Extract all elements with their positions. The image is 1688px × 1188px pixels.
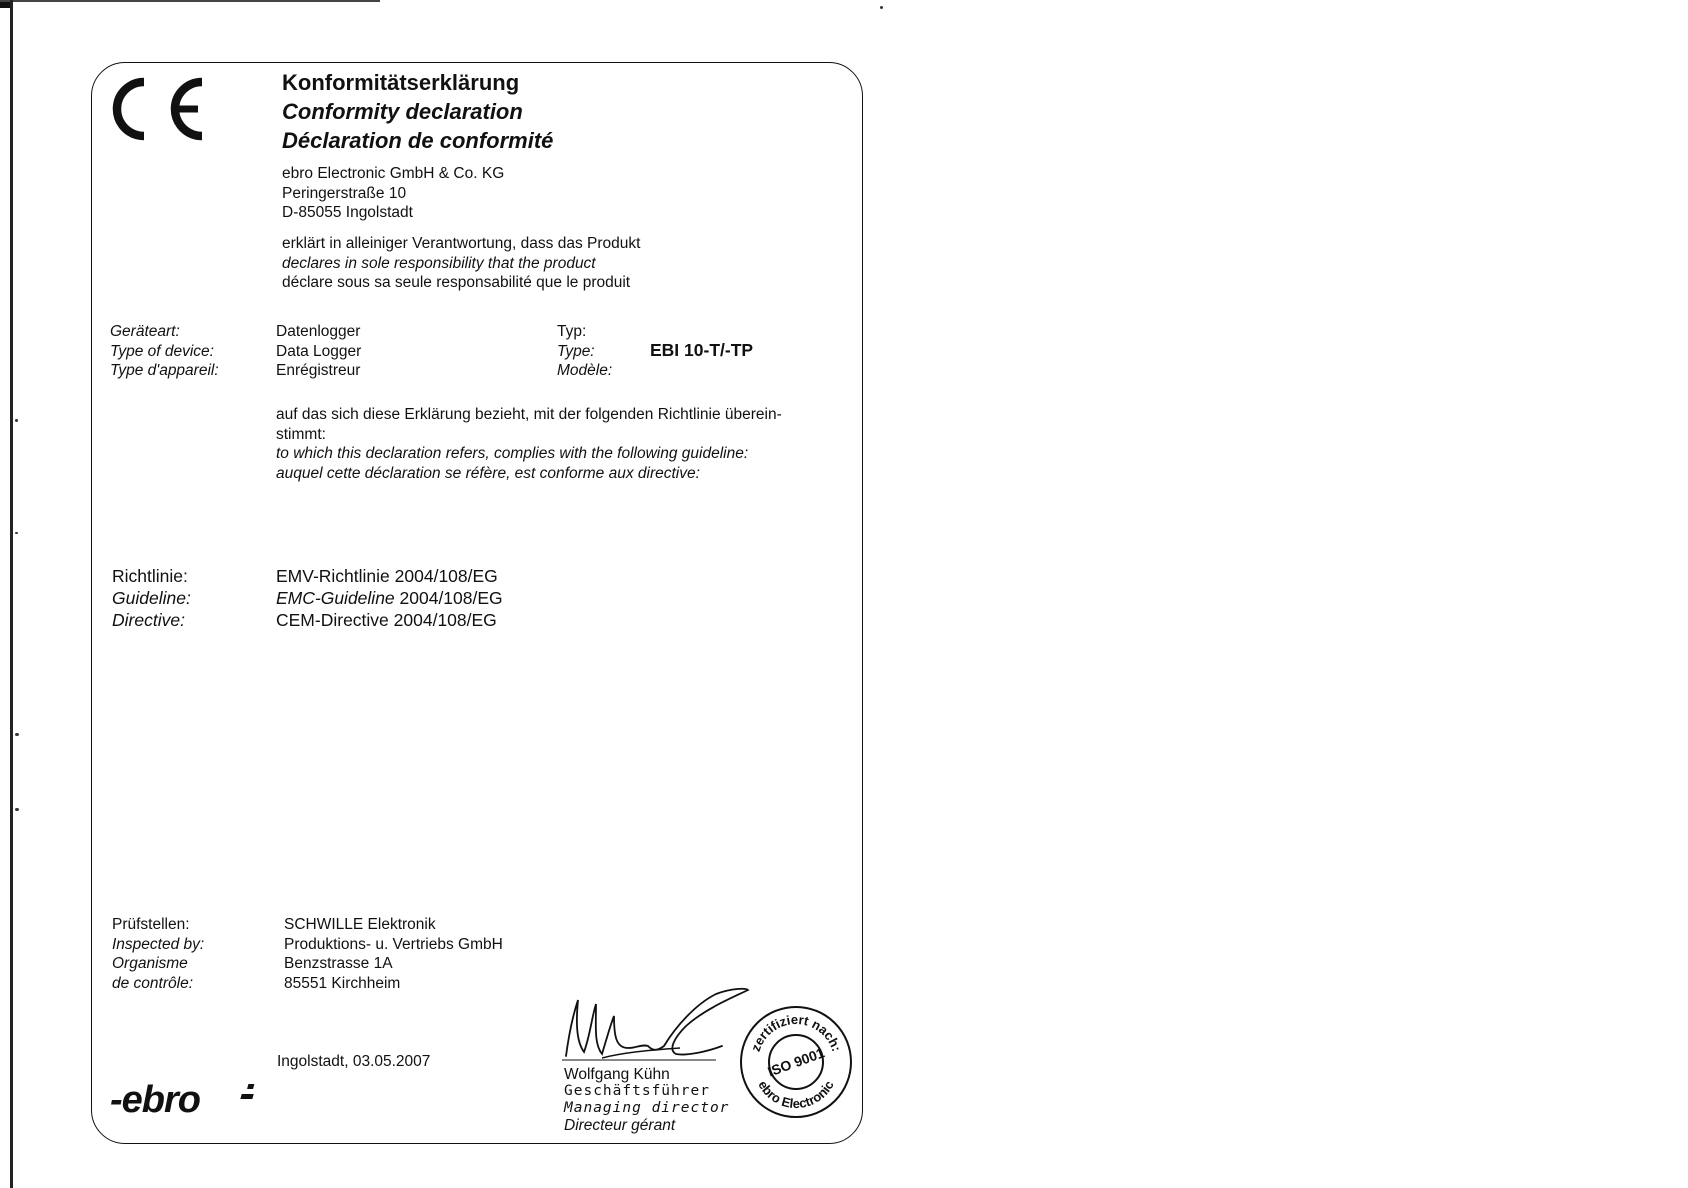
model-labels [557,322,612,381]
declaration-english: declares in sole responsibility that the product [282,254,596,272]
inspection-org-2: Produktions- u. Vertriebs GmbH [284,935,503,953]
device-type-values [276,322,361,381]
device-label-german: Geräteart: [110,323,180,340]
title-french: Déclaration de conformité [282,128,554,153]
inspection-org-1: SCHWILLE Elektronik [284,916,436,933]
model-label-german: Typ: [557,323,587,340]
signatory-name: Wolfgang Kühn [564,1066,670,1083]
scan-speck [15,733,19,736]
conformity-french: auquel cette déclaration se réfère, est conforme aux directive: [276,464,700,482]
conformity-german-line2: stimmt: [276,425,326,443]
declaration-french: déclare sous sa seule responsabilité que le produit [282,274,631,291]
inspection-label-english: Inspected by: [112,935,205,953]
directive-label-english: Guideline: [112,588,191,608]
iso-9001-seal [738,1004,854,1125]
directive-value-english [276,587,503,609]
svg-text:-ebro: -ebro [110,1079,200,1121]
declaration-statement [282,234,640,293]
conformity-english: to which this declaration refers, complies with the following guideline: [276,445,749,462]
ebro-logo [110,1078,270,1127]
directive-value-german: EMV-Richtlinie 2004/108/EG [276,566,498,586]
scan-speck [880,6,883,9]
scan-left-edge [10,0,13,1188]
directive-labels [112,565,191,631]
model-number: EBI 10-T/-TP [650,340,754,360]
svg-text:zertifiziert nach:: zertifiziert nach: [747,1011,845,1054]
model-label-english: Type: [557,342,595,360]
device-value-english: Data Logger [276,342,362,360]
manufacturer-name: ebro Electronic GmbH & Co. KG [282,165,505,182]
scan-speck [15,532,18,534]
directive-values [276,565,503,631]
scan-top-edge [0,0,380,2]
manufacturer-city: D-85055 Ingolstadt [282,204,413,221]
inspection-city: 85551 Kirchheim [284,974,401,992]
signatory-title-english: Managing director [564,1100,730,1116]
declaration-german: erklärt in alleiniger Verantwortung, dass das Produkt [282,235,641,252]
ce-mark-icon [110,76,210,147]
signatory-title-german: Geschäftsführer [564,1083,710,1099]
directive-english-prefix: EMC-Guideline [276,588,395,608]
title-german: Konformitätserklärung [282,70,520,95]
device-label-french: Type d'appareil: [110,362,219,379]
device-label-english: Type of device: [110,342,214,360]
directive-english-number: 2004/108/EG [394,588,503,608]
model-label-french: Modèle: [557,362,613,379]
directive-label-german: Richtlinie: [112,566,188,586]
directive-value-french: CEM-Directive 2004/108/EG [276,610,497,630]
device-type-labels [110,322,219,381]
inspection-label-german: Prüfstellen: [112,916,190,933]
signatory-block [564,1066,729,1134]
conformity-german-line1: auf das sich diese Erklärung bezieht, mit der folgenden Richtlinie überein- [276,406,782,423]
title-english: Conformity declaration [282,99,523,124]
place-and-date: Ingolstadt, 03.05.2007 [277,1053,431,1070]
signatory-title-french: Directeur gérant [564,1117,676,1134]
svg-text:ISO 9001: ISO 9001 [765,1044,827,1080]
scan-speck [15,419,18,422]
conformity-statement [276,405,782,483]
inspection-labels [112,915,204,993]
inspection-label-french-2: de contrôle: [112,974,193,992]
directive-label-french: Directive: [112,610,185,630]
device-value-french: Enrégistreur [276,362,361,379]
inspection-street: Benzstrasse 1A [284,955,393,972]
inspection-label-french-1: Organisme [112,955,188,972]
scan-speck [15,808,19,811]
device-value-german: Datenlogger [276,323,361,340]
manufacturer-street: Peringerstraße 10 [282,184,407,202]
inspection-body [284,915,503,993]
manufacturer-address [282,164,504,223]
svg-text:ebro Electronic: ebro Electronic [755,1077,837,1112]
